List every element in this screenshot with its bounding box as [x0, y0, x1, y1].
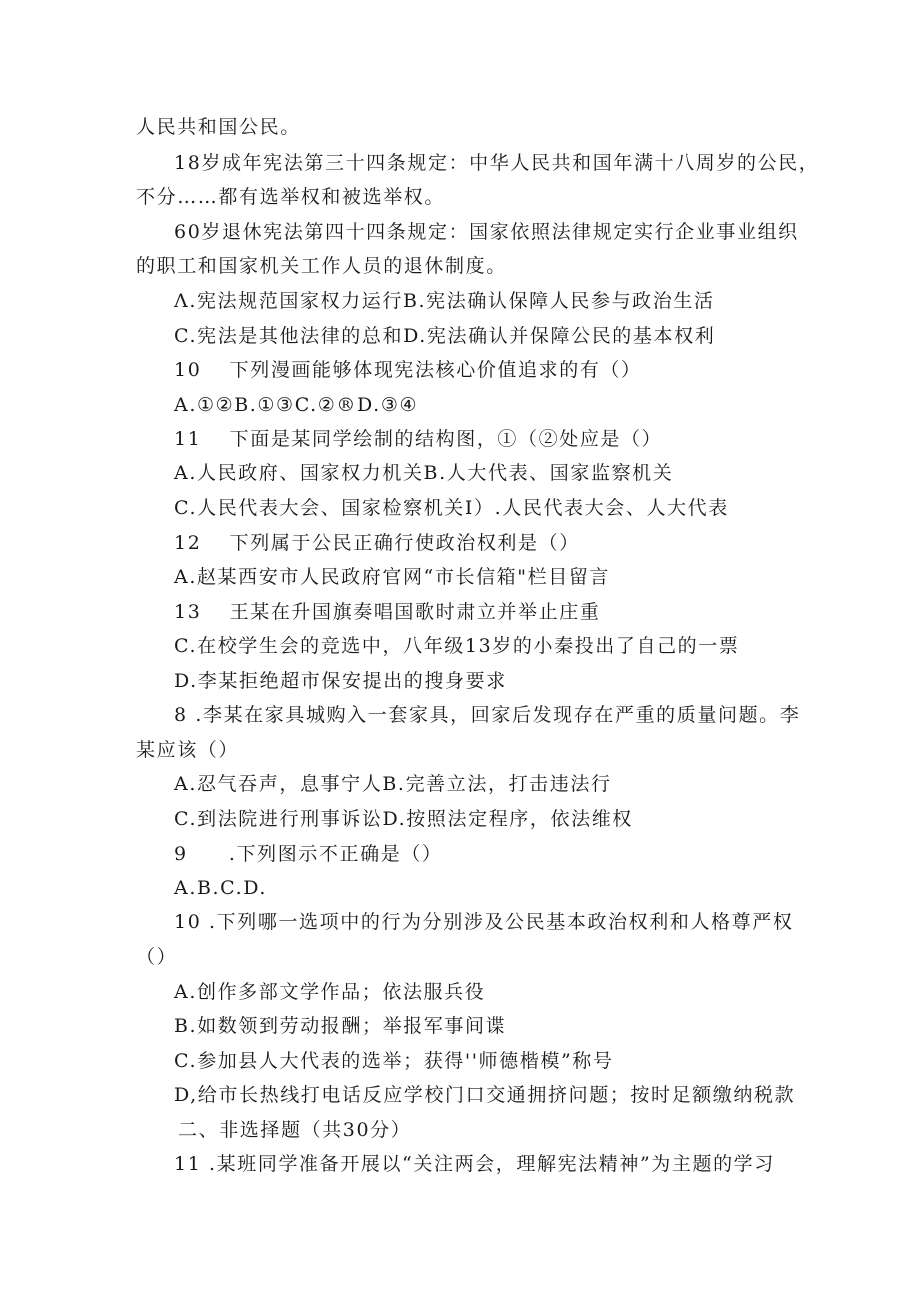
- answer-options: A.B.C.D.: [174, 877, 268, 899]
- answer-option: D,给市长热线打电话反应学校门口交通拥挤问题；按时足额缴纳税款: [174, 1084, 796, 1106]
- text-line: 18岁成年宪法第三十四条规定：中华人民共和国年满十八周岁的公民，: [174, 152, 820, 174]
- text-line: 某应该（）: [136, 739, 240, 761]
- answer-options: C.宪法是其他法律的总和D.宪法确认并保障公民的基本权利: [174, 325, 716, 347]
- answer-options: A.人民政府、国家权力机关B.人大代表、国家监察机关: [174, 462, 674, 484]
- answer-option: A.创作多部文学作品；依法服兵役: [174, 981, 486, 1003]
- text-line: 60岁退休宪法第四十四条规定：国家依照法律规定实行企业事业组织: [174, 221, 799, 243]
- section-heading: 二、非选择题（共30分）: [178, 1119, 412, 1141]
- question-10-b: 10 .下列哪一选项中的行为分别涉及公民基本政治权利和人格尊严权: [174, 911, 794, 933]
- text-line: 人民共和国公民。: [136, 116, 301, 138]
- question-11-b: 11 .某班同学准备开展以“关注两会，理解宪法精神”为主题的学习: [174, 1153, 775, 1175]
- question-12: 12 下列属于公民正确行使政治权利是（）: [174, 532, 580, 554]
- answer-option: C.在校学生会的竞选中，八年级13岁的小秦投出了自己的一票: [174, 635, 740, 657]
- question-11: 11 下面是某同学绘制的结构图，①（②处应是（）: [174, 428, 663, 450]
- question-8: 8 .李某在家具城购入一套家具，回家后发现存在严重的质量问题。李: [174, 704, 801, 726]
- question-13: 13 王某在升国旗奏唱国歌时肃立并举止庄重: [174, 601, 601, 623]
- text-line: 的职工和国家机关工作人员的退休制度。: [136, 255, 507, 277]
- answer-options: C.到法院进行刑事诉讼D.按照法定程序，依法维权: [174, 808, 633, 830]
- answer-option: A.赵某西安市人民政府官网“市长信箱"栏目留言: [174, 566, 611, 588]
- answer-option: C.参加县人大代表的选举；获得''师德楷模”称号: [174, 1050, 614, 1072]
- text-line: 不分……都有选举权和被选举权。: [136, 186, 446, 208]
- answer-option: B.如数领到劳动报酬；举报军事间谍: [174, 1015, 507, 1037]
- question-10: 10 下列漫画能够体现宪法核心价值追求的有（）: [174, 359, 642, 381]
- answer-options: Λ.宪法规范国家权力运行B.宪法确认保障人民参与政治生活: [174, 290, 715, 312]
- answer-options: A.忍气吞声，息事宁人B.完善立法，打击违法行: [174, 773, 612, 795]
- question-9: 9 .下列图示不正确是（）: [174, 843, 443, 865]
- answer-options: C.人民代表大会、国家检察机关I）.人民代表大会、人大代表: [174, 497, 729, 519]
- answer-option: D.李某拒绝超市保安提出的搜身要求: [174, 670, 507, 692]
- answer-options: A.①②B.①③C.②®D.③④: [174, 394, 419, 416]
- text-line: （）: [136, 946, 178, 968]
